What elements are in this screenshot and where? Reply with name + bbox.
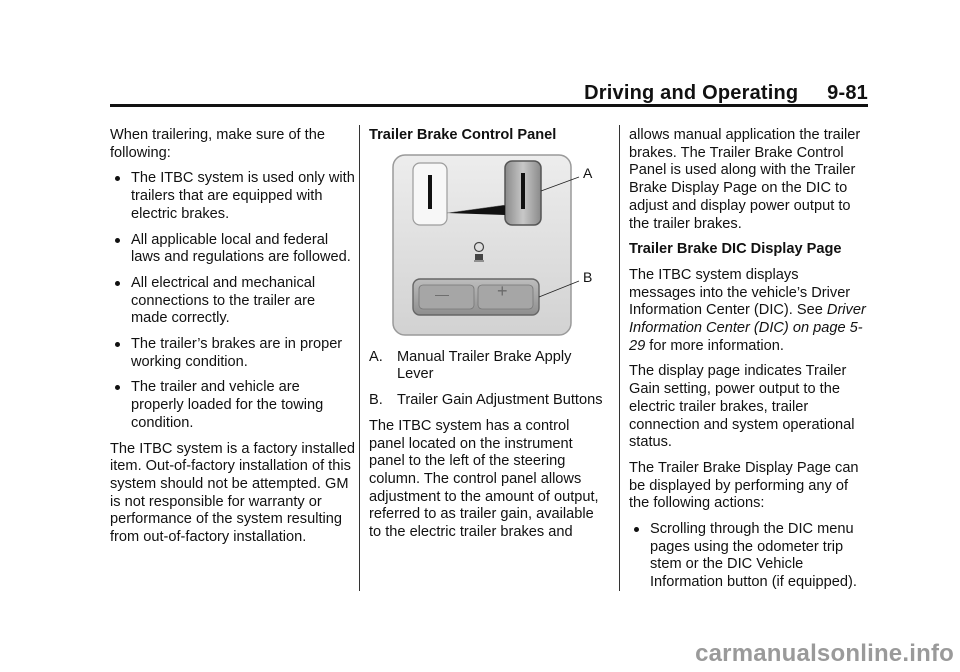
trailer-brake-panel-figure [369, 153, 609, 343]
legend-letter: B. [369, 392, 383, 409]
dic-reference-link[interactable]: Driver Information Center (DIC) on page 5-29 [629, 302, 866, 354]
callout-b-label: B [583, 268, 593, 285]
site-watermark: carmanualsonline.info [695, 640, 954, 667]
dic-messages-end: for more information. [645, 337, 784, 354]
dic-display-heading: Trailer Brake DIC Display Page [629, 241, 842, 258]
list-item: All applicable local and federal laws and regulations are followed. [110, 232, 355, 267]
dic-messages-paragraph [629, 267, 869, 356]
trailer-brake-panel-illustration [369, 153, 609, 343]
display-indicates-paragraph: The display page indicates Trailer Gain setting, power output to the electric trailer brakes, trailer connection and system operational status. [629, 363, 855, 451]
manual-application-paragraph: allows manual application the trailer brakes. The Trailer Brake Control Panel is used along with the Trailer Brake Display Page on the DIC to adjust and display power output to the trailer brakes. [629, 127, 861, 232]
requirements-list [110, 170, 355, 432]
legend-letter: A. [369, 348, 383, 365]
intro-paragraph: When trailering, make sure of the following: [110, 127, 325, 161]
list-item: The trailer’s brakes are in proper working condition. [110, 336, 355, 371]
dic-messages-text: The ITBC system displays messages into the vehicle’s Driver Information Center (DIC). See [629, 266, 851, 319]
display-actions-list [629, 521, 869, 592]
factory-install-paragraph: The ITBC system is a factory installed item. Out-of-factory installation of this system should not be attempted. GM is not responsible for warranty or performance of the system resulting from out-of-factory installation. [110, 440, 355, 546]
list-item: The ITBC system is used only with trailers that are equipped with electric brakes. [110, 170, 355, 223]
column-1 [110, 127, 355, 555]
list-item: All electrical and mechanical connections to the trailer are made correctly. [110, 275, 355, 328]
legend-item-b [369, 392, 609, 410]
column-divider-2 [619, 125, 620, 591]
display-actions-paragraph: The Trailer Brake Display Page can be displayed by performing any of the following actions: [629, 459, 859, 512]
figure-heading: Trailer Brake Control Panel [369, 127, 557, 143]
list-item: The trailer and vehicle are properly loaded for the towing condition. [110, 379, 355, 432]
page-header-text [584, 82, 868, 105]
column-3 [629, 127, 869, 600]
column-2 [369, 127, 609, 550]
legend-item-a [369, 349, 609, 384]
column-divider-1 [359, 125, 360, 591]
section-title: Driving and Operating [584, 82, 799, 104]
callout-a-label: A [583, 164, 593, 181]
button-minus-label: — [435, 285, 449, 302]
list-item: Scrolling through the DIC menu pages using the odometer trip stem or the DIC Vehicle Information button (if equipped). [629, 521, 869, 592]
page-header [110, 82, 868, 106]
legend-text: Trailer Gain Adjustment Buttons [397, 392, 603, 409]
header-rule [110, 104, 868, 107]
control-panel-paragraph: The ITBC system has a control panel located on the instrument panel to the left of the steering column. The control panel allows adjustment to the amount of output, referred to as trailer gain, available to the electric trailer brakes and [369, 417, 599, 541]
page-number: 9-81 [827, 82, 868, 104]
button-plus-label: + [497, 280, 508, 301]
legend-text: Manual Trailer Brake Apply Lever [397, 348, 572, 383]
